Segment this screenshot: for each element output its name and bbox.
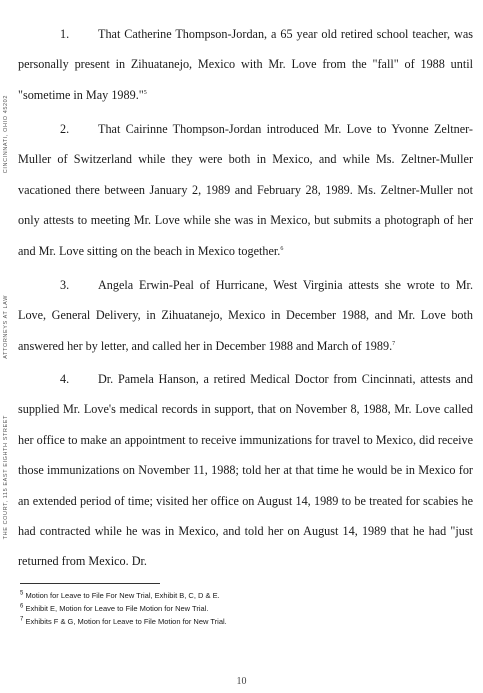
footnote-7: $^7$ Exhibits F & G, Motion for Leave to File Motion for New Trial. [20, 616, 227, 626]
footnote-divider [20, 583, 160, 584]
paragraph-number: 4. [60, 372, 70, 386]
paragraph-4 [18, 364, 473, 577]
paragraph-text: That Cairinne Thompson-Jordan introduced Mr. Love to Yvonne Zeltner-Muller of Switzerland while they were both in Mexico, and while Ms. Zeltner-Muller vacationed there between January 2, 1989 and February 28, 1989. Ms. Zeltner-Muller not only attests to meeting Mr. Love while she was in Mexico, but submits a photograph of her and Mr. Love sitting on the beach in Mexico together. [18, 122, 473, 258]
paragraph-number: 2. [60, 122, 70, 136]
footnote-ref: 6 [280, 245, 284, 252]
paragraph-text: That Catherine Thompson-Jordan, a 65 year old retired school teacher, was personally present in Zihuatanejo, Mexico with Mr. Love from the "fall" of 1988 until "sometime in May 1989." [18, 27, 473, 102]
footnote-6: $^6$ Exhibit E, Motion for Leave to File Motion for New Trial. [20, 603, 209, 613]
paragraph-text: Dr. Pamela Hanson, a retired Medical Doctor from Cincinnati, attests and supplied Mr. Love's medical records in support, that on November 8, 1988, Mr. Love called her office to make an appointment to receive immunizations for travel to Mexico, did receive those immunizations on November 11, 1988; told her at that time he would be in Mexico for an extended period of time; visited her office on August 14, 1989 to be treated for scabies he had contracted while he was in Mexico, and told her on August 14, 1989 that he had "just returned from Mexico. Dr. [18, 372, 473, 569]
footnote-5: $^5$ Motion for Leave to File For New Trial, Exhibit B, C, D & E. [20, 590, 220, 600]
page-number: 10 [236, 676, 247, 687]
footnote-ref: 7 [392, 340, 396, 347]
paragraph-text: Angela Erwin-Peal of Hurricane, West Virginia attests she wrote to Mr. Love, General Delivery, in Zihuatanejo, Mexico in December 1988, and Mr. Love both answered her by letter, and called her in December 1988 and March of 1989. [18, 278, 473, 353]
margin-city-text: CINCINNATI, OHIO 45202 [3, 95, 9, 174]
footnote-ref: 5 [143, 89, 147, 96]
paragraph-number: 3. [60, 278, 70, 292]
paragraph-1 [18, 19, 473, 110]
paragraph-number: 1. [60, 27, 70, 41]
margin-attorneys-text: ATTORNEYS AT LAW [3, 295, 9, 359]
footnotes [20, 589, 460, 628]
paragraph-3 [18, 270, 473, 361]
paragraph-2 [18, 114, 473, 266]
margin-address-text: THE COURT, 115 EAST EIGHTH STREET [3, 415, 9, 540]
